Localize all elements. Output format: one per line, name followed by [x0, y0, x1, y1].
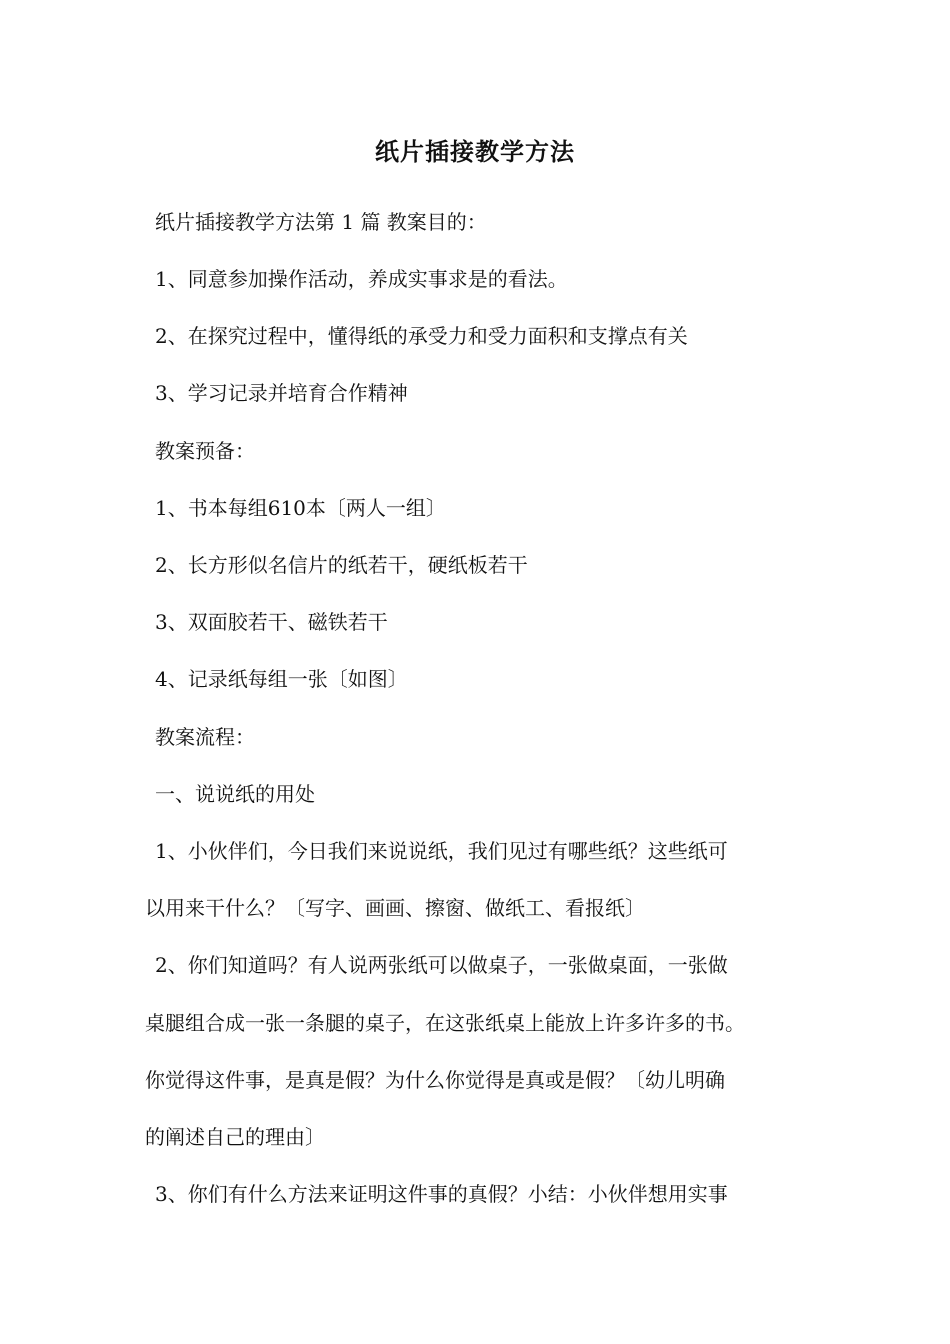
paragraph-line-11: 一、说说纸的用处 — [155, 782, 315, 806]
paragraph-line-13: 以用来干什么？〔写字、画画、擦窗、做纸工、看报纸〕 — [145, 896, 645, 920]
paragraph-line-17: 的阐述自己的理由〕 — [145, 1125, 325, 1149]
paragraph-line-6: 1、书本每组610本〔两人一组〕 — [155, 496, 446, 520]
paragraph-line-8: 3、双面胶若干、磁铁若干 — [155, 610, 388, 634]
paragraph-line-14: 2、你们知道吗？有人说两张纸可以做桌子，一张做桌面，一张做 — [155, 953, 728, 977]
paragraph-line-1: 纸片插接教学方法第 1 篇 教案目的： — [155, 210, 487, 234]
paragraph-line-15: 桌腿组合成一张一条腿的桌子，在这张纸桌上能放上许多许多的书。 — [145, 1011, 745, 1035]
paragraph-line-4: 3、学习记录并培育合作精神 — [155, 381, 408, 405]
document-title: 纸片插接教学方法 — [375, 137, 575, 166]
paragraph-line-9: 4、记录纸每组一张〔如图〕 — [155, 667, 408, 691]
paragraph-line-7: 2、长方形似名信片的纸若干，硬纸板若干 — [155, 553, 528, 577]
paragraph-line-5: 教案预备： — [155, 439, 255, 463]
paragraph-line-10: 教案流程： — [155, 725, 255, 749]
paragraph-line-18: 3、你们有什么方法来证明这件事的真假？小结：小伙伴想用实事 — [155, 1182, 728, 1206]
paragraph-line-3: 2、在探究过程中，懂得纸的承受力和受力面积和支撑点有关 — [155, 324, 688, 348]
paragraph-line-16: 你觉得这件事，是真是假？为什么你觉得是真或是假？〔幼儿明确 — [145, 1068, 725, 1092]
paragraph-line-2: 1、同意参加操作活动，养成实事求是的看法。 — [155, 267, 568, 291]
paragraph-line-12: 1、小伙伴们，今日我们来说说纸，我们见过有哪些纸？这些纸可 — [155, 839, 728, 863]
